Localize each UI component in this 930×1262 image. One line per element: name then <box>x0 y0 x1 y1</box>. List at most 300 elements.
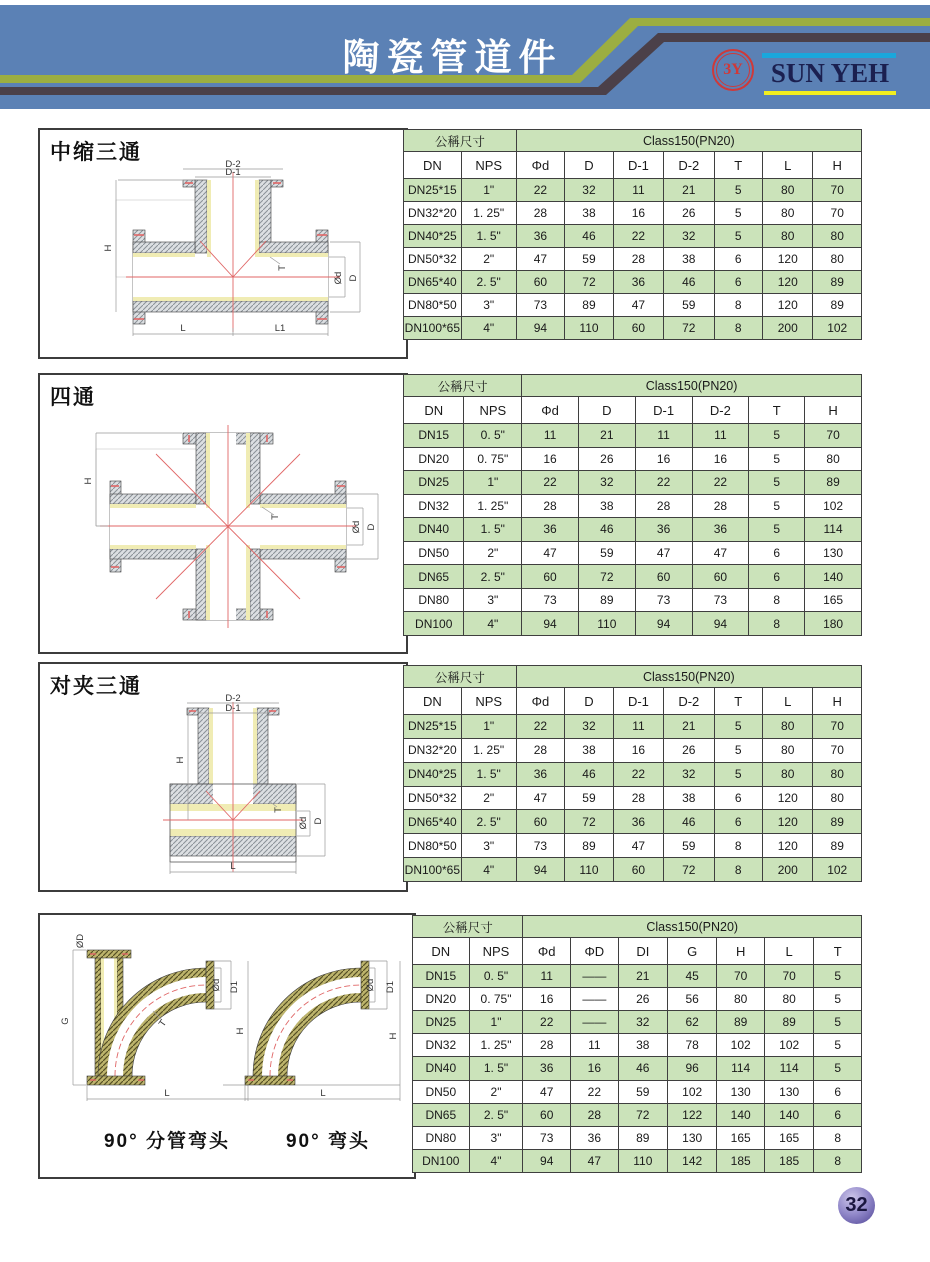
table-cell: 6 <box>814 1103 862 1126</box>
table-cell: 22 <box>613 762 663 786</box>
table-cell: 94 <box>692 612 749 636</box>
table-cell: 1. 25" <box>469 1034 523 1057</box>
dim-label-od-top: ØD <box>75 933 86 949</box>
table-cell: 21 <box>664 715 714 739</box>
table-cell: 80 <box>763 738 813 762</box>
table-cell: 59 <box>578 541 635 565</box>
table-cell: 28 <box>516 738 565 762</box>
table-cell: 11 <box>635 424 692 448</box>
table-cell: DN80 <box>413 1126 470 1149</box>
table-row <box>404 317 862 340</box>
table-cell: 32 <box>578 471 635 495</box>
table-cell: 5 <box>814 1057 862 1080</box>
column-header: D-1 <box>613 152 663 179</box>
logo-name: SUN YEH <box>770 58 890 88</box>
table-cell: DN100 <box>413 1149 470 1172</box>
dim-label-t: T <box>277 265 288 271</box>
table-cell: 5 <box>714 762 763 786</box>
table-cell: 60 <box>613 317 663 340</box>
table-cell: 16 <box>523 988 571 1011</box>
table-cell: 16 <box>522 447 579 471</box>
table-cell: 36 <box>613 810 663 834</box>
table-cell: 142 <box>668 1149 717 1172</box>
table-cell: 102 <box>805 494 862 518</box>
table-cell: 89 <box>565 834 614 858</box>
table-cell: 26 <box>618 988 667 1011</box>
table-cell: 36 <box>692 518 749 542</box>
table-cell: 73 <box>522 588 579 612</box>
table-cell: 120 <box>763 834 813 858</box>
table-cell: 1. 25" <box>461 202 516 225</box>
table-cell: 0. 5" <box>464 424 522 448</box>
table-cell: DN50 <box>413 1080 470 1103</box>
caption-branch-elbow: 90° 分管弯头 <box>103 1131 231 1152</box>
table-cell: 89 <box>565 294 614 317</box>
column-header: D <box>565 152 614 179</box>
table-cell: 8 <box>714 834 763 858</box>
table-row <box>404 424 862 448</box>
spec-table <box>412 915 862 1173</box>
table-row <box>404 179 862 202</box>
table-cell: 8 <box>814 1149 862 1172</box>
table-cell: 185 <box>717 1149 765 1172</box>
column-header: D-2 <box>692 397 749 424</box>
table-cell: 1. 5" <box>464 518 522 542</box>
table-cell: 120 <box>763 810 813 834</box>
table-row <box>413 1011 862 1034</box>
table-cell: 89 <box>813 810 862 834</box>
dim-label-d: D <box>366 523 377 531</box>
table-cell: 47 <box>635 541 692 565</box>
table-cell: 5 <box>714 202 763 225</box>
dim-label-l: L <box>230 861 236 872</box>
table-cell: 73 <box>516 294 565 317</box>
table-row <box>413 1057 862 1080</box>
column-header: T <box>814 938 862 965</box>
table-cell: DN80 <box>404 588 464 612</box>
table-cell: 28 <box>613 248 663 271</box>
table-cell: 46 <box>618 1057 667 1080</box>
column-header: D <box>578 397 635 424</box>
table-cell: 22 <box>635 471 692 495</box>
table-cell: DN32 <box>413 1034 470 1057</box>
table-cell: 1. 5" <box>461 762 516 786</box>
table-cell: 47 <box>516 248 565 271</box>
column-header: D-2 <box>664 688 714 715</box>
table-row <box>404 612 862 636</box>
table-cell: 6 <box>714 786 763 810</box>
table-cell: 60 <box>516 810 565 834</box>
table-cell: 28 <box>613 786 663 810</box>
table-cell: 11 <box>523 965 571 988</box>
group-header-nominal-size: 公稱尺寸 <box>404 130 517 152</box>
group-header-class: Class150(PN20) <box>522 375 862 397</box>
dim-label-t: T <box>156 1018 170 1030</box>
table-cell: 3" <box>461 834 516 858</box>
table-cell: 5 <box>814 988 862 1011</box>
table-cell: 11 <box>571 1034 619 1057</box>
column-header: T <box>714 152 763 179</box>
table-cell: 70 <box>813 202 862 225</box>
table-cell: DN100 <box>404 612 464 636</box>
table-cell: 2" <box>464 541 522 565</box>
table-row <box>404 447 862 471</box>
table-cell: 28 <box>523 1034 571 1057</box>
table-row <box>413 1103 862 1126</box>
logo-badge-icon <box>712 49 754 91</box>
table-cell: 89 <box>805 471 862 495</box>
table-cell: 22 <box>522 471 579 495</box>
table-row <box>404 565 862 589</box>
table-cell: 110 <box>565 858 614 882</box>
group-header-class: Class150(PN20) <box>516 130 861 152</box>
table-cell: DN100*65 <box>404 317 462 340</box>
column-header: H <box>805 397 862 424</box>
table-cell: 28 <box>635 494 692 518</box>
table-cell: DN20 <box>413 988 470 1011</box>
dim-label-l1: L1 <box>274 323 286 334</box>
table-cell: 22 <box>523 1011 571 1034</box>
section-wafer-tee <box>38 662 408 892</box>
table-cell: 80 <box>717 988 765 1011</box>
column-header: DN <box>413 938 470 965</box>
table-cell: 102 <box>764 1034 813 1057</box>
dim-label-h1: H <box>235 1027 246 1035</box>
table-cell: 130 <box>668 1126 717 1149</box>
table-cell: 36 <box>571 1126 619 1149</box>
table-cell: 80 <box>813 786 862 810</box>
table-cell: 46 <box>565 762 614 786</box>
table-cell: 59 <box>565 248 614 271</box>
table-cell: 5 <box>714 179 763 202</box>
table-cell: 38 <box>565 202 614 225</box>
table-cell: 16 <box>613 202 663 225</box>
group-header-nominal-size: 公稱尺寸 <box>404 666 517 688</box>
dim-label-h2: H <box>388 1032 399 1040</box>
column-header: DN <box>404 688 462 715</box>
column-header: L <box>763 152 813 179</box>
table-row <box>404 248 862 271</box>
table-row <box>413 1080 862 1103</box>
table-cell: 36 <box>516 762 565 786</box>
table-row <box>404 202 862 225</box>
table-cell: 94 <box>523 1149 571 1172</box>
dim-label-od2: Ød <box>365 978 376 992</box>
dim-label-g: G <box>60 1017 71 1025</box>
table-cell: 2. 5" <box>461 810 516 834</box>
table-cell: 59 <box>664 294 714 317</box>
table-row <box>404 715 862 739</box>
section-reducing-tee <box>38 128 408 359</box>
table-cell: —— <box>571 1011 619 1034</box>
table-cell: 3" <box>461 294 516 317</box>
table-row <box>404 541 862 565</box>
table-cell: 36 <box>613 271 663 294</box>
table-cell: 8 <box>714 294 763 317</box>
dim-label-h: H <box>103 244 114 252</box>
table-cell: 1" <box>461 715 516 739</box>
table-cell: 11 <box>613 179 663 202</box>
table-cell: DN25 <box>404 471 464 495</box>
table-cell: 122 <box>668 1103 717 1126</box>
table-row <box>413 1126 862 1149</box>
table-cell: 45 <box>668 965 717 988</box>
table-cell: 4" <box>461 317 516 340</box>
table-cell: 89 <box>717 1011 765 1034</box>
table-cell: 59 <box>565 786 614 810</box>
dim-label-h: H <box>175 756 186 764</box>
table-cell: 2. 5" <box>461 271 516 294</box>
dim-label-t: T <box>270 514 281 520</box>
caption-elbow: 90° 弯头 <box>285 1131 371 1152</box>
table-cell: 28 <box>692 494 749 518</box>
table-cell: DN25*15 <box>404 179 462 202</box>
table-cell: 8 <box>714 317 763 340</box>
table-cell: 0. 75" <box>469 988 523 1011</box>
table-cell: 46 <box>578 518 635 542</box>
table-cell: 80 <box>763 762 813 786</box>
table-cell: 78 <box>668 1034 717 1057</box>
table-cell: 4" <box>461 858 516 882</box>
table-cell: 80 <box>763 715 813 739</box>
table-cell: 5 <box>749 494 805 518</box>
table-cell: 59 <box>664 834 714 858</box>
table-cell: 60 <box>522 565 579 589</box>
table-cell: DN15 <box>404 424 464 448</box>
table-cell: 2. 5" <box>464 565 522 589</box>
table-cell: 32 <box>565 179 614 202</box>
table-cell: 28 <box>522 494 579 518</box>
table-cell: 70 <box>813 738 862 762</box>
table-cell: 94 <box>635 612 692 636</box>
column-header: Φd <box>522 397 579 424</box>
table-cell: —— <box>571 988 619 1011</box>
table-cell: DN32 <box>404 494 464 518</box>
table-cell: 200 <box>763 317 813 340</box>
table-cell: 80 <box>763 225 813 248</box>
table-cell: 70 <box>717 965 765 988</box>
section-cross <box>38 373 408 654</box>
table-cell: 36 <box>522 518 579 542</box>
table-cell: 80 <box>813 225 862 248</box>
table-cell: 32 <box>565 715 614 739</box>
table-cell: 46 <box>664 810 714 834</box>
table-cell: 6 <box>749 541 805 565</box>
logo-yellow-bar <box>764 91 896 95</box>
reducing-tee-table <box>403 129 862 340</box>
column-header: DN <box>404 397 464 424</box>
table-cell: 94 <box>516 317 565 340</box>
table-cell: DN100*65 <box>404 858 462 882</box>
table-cell: 60 <box>516 271 565 294</box>
table-cell: 56 <box>668 988 717 1011</box>
table-cell: 22 <box>692 471 749 495</box>
table-cell: 5 <box>714 225 763 248</box>
table-cell: 1. 5" <box>469 1057 523 1080</box>
table-cell: 1" <box>461 179 516 202</box>
table-cell: 1. 25" <box>464 494 522 518</box>
dim-label-d12: D1 <box>385 980 396 994</box>
dim-label-d: D <box>313 817 324 825</box>
table-cell: DN40 <box>404 518 464 542</box>
table-cell: 140 <box>764 1103 813 1126</box>
spec-table <box>403 374 862 636</box>
table-cell: 60 <box>523 1103 571 1126</box>
table-cell: DN50 <box>404 541 464 565</box>
table-cell: DN20 <box>404 447 464 471</box>
table-cell: 165 <box>717 1126 765 1149</box>
table-cell: DN50*32 <box>404 786 462 810</box>
logo-badge-text: 3Y <box>716 53 750 87</box>
cross-drawing <box>48 409 398 644</box>
table-cell: 11 <box>613 715 663 739</box>
table-cell: 102 <box>717 1034 765 1057</box>
table-cell: 47 <box>522 541 579 565</box>
table-cell: 0. 5" <box>469 965 523 988</box>
group-header-class: Class150(PN20) <box>516 666 861 688</box>
group-header-nominal-size: 公稱尺寸 <box>413 916 523 938</box>
table-cell: 70 <box>805 424 862 448</box>
cross-table <box>403 374 862 636</box>
dim-label-l: L <box>180 323 186 334</box>
table-row <box>404 810 862 834</box>
table-cell: 16 <box>692 447 749 471</box>
table-cell: 70 <box>764 965 813 988</box>
table-cell: DN65*40 <box>404 810 462 834</box>
table-cell: 1" <box>469 1011 523 1034</box>
column-header: NPS <box>464 397 522 424</box>
table-cell: 120 <box>763 248 813 271</box>
table-cell: 114 <box>717 1057 765 1080</box>
table-cell: 70 <box>813 715 862 739</box>
table-cell: 110 <box>578 612 635 636</box>
table-cell: 11 <box>522 424 579 448</box>
table-cell: DN40 <box>413 1057 470 1080</box>
table-cell: 38 <box>565 738 614 762</box>
column-header: NPS <box>461 152 516 179</box>
table-cell: 26 <box>664 202 714 225</box>
table-cell: 72 <box>618 1103 667 1126</box>
table-cell: 21 <box>664 179 714 202</box>
table-cell: 1. 25" <box>461 738 516 762</box>
table-cell: 36 <box>523 1057 571 1080</box>
table-cell: 5 <box>814 965 862 988</box>
table-cell: 72 <box>578 565 635 589</box>
table-cell: 46 <box>565 225 614 248</box>
column-header: DI <box>618 938 667 965</box>
table-cell: 11 <box>692 424 749 448</box>
dim-label-od: Ød <box>333 271 344 285</box>
dim-label-d1: D-1 <box>225 167 241 178</box>
dim-label-d11: D1 <box>229 980 240 994</box>
dim-label-od1: Ød <box>211 978 222 992</box>
table-cell: 2" <box>461 786 516 810</box>
table-cell: 140 <box>805 565 862 589</box>
table-cell: 47 <box>613 294 663 317</box>
table-cell: DN25*15 <box>404 715 462 739</box>
table-cell: 102 <box>813 317 862 340</box>
table-cell: 6 <box>714 248 763 271</box>
dim-label-l2: L <box>320 1088 326 1099</box>
table-cell: DN32*20 <box>404 738 462 762</box>
table-cell: 2. 5" <box>469 1103 523 1126</box>
column-header: DN <box>404 152 462 179</box>
table-cell: 8 <box>749 588 805 612</box>
table-row <box>404 588 862 612</box>
table-cell: 89 <box>813 834 862 858</box>
table-row <box>413 1149 862 1172</box>
table-cell: 165 <box>805 588 862 612</box>
dim-label-t: T <box>273 807 284 813</box>
table-cell: 73 <box>692 588 749 612</box>
table-cell: 47 <box>516 786 565 810</box>
table-cell: —— <box>571 965 619 988</box>
table-cell: 1. 5" <box>461 225 516 248</box>
table-cell: 28 <box>516 202 565 225</box>
table-cell: DN32*20 <box>404 202 462 225</box>
table-cell: 3" <box>469 1126 523 1149</box>
table-cell: DN40*25 <box>404 225 462 248</box>
table-cell: 47 <box>613 834 663 858</box>
table-cell: DN80*50 <box>404 294 462 317</box>
column-header: D-1 <box>635 397 692 424</box>
table-cell: 110 <box>618 1149 667 1172</box>
column-header: Φd <box>523 938 571 965</box>
section-title: 对夹三通 <box>50 675 142 698</box>
company-logo <box>710 45 910 101</box>
table-cell: 102 <box>668 1080 717 1103</box>
dim-label-d2: D-2 <box>225 694 241 704</box>
table-cell: 59 <box>618 1080 667 1103</box>
table-cell: 22 <box>516 715 565 739</box>
table-cell: 38 <box>664 786 714 810</box>
table-cell: 47 <box>571 1149 619 1172</box>
table-cell: 32 <box>618 1011 667 1034</box>
table-cell: 80 <box>813 762 862 786</box>
table-cell: 6 <box>714 271 763 294</box>
table-cell: 114 <box>764 1057 813 1080</box>
table-cell: 8 <box>714 858 763 882</box>
column-header: H <box>813 152 862 179</box>
table-cell: 130 <box>805 541 862 565</box>
table-row <box>404 471 862 495</box>
table-cell: 89 <box>578 588 635 612</box>
table-cell: 80 <box>764 988 813 1011</box>
column-header: D-2 <box>664 152 714 179</box>
table-cell: 28 <box>571 1103 619 1126</box>
column-header: ΦD <box>571 938 619 965</box>
table-cell: 60 <box>635 565 692 589</box>
table-cell: 96 <box>668 1057 717 1080</box>
table-row <box>413 988 862 1011</box>
table-cell: 4" <box>469 1149 523 1172</box>
table-cell: 114 <box>805 518 862 542</box>
table-cell: 94 <box>522 612 579 636</box>
table-row <box>404 762 862 786</box>
table-cell: 8 <box>814 1126 862 1149</box>
table-cell: 46 <box>664 271 714 294</box>
column-header: Φd <box>516 688 565 715</box>
table-cell: 73 <box>523 1126 571 1149</box>
table-cell: DN25 <box>413 1011 470 1034</box>
table-row <box>413 965 862 988</box>
table-cell: 26 <box>664 738 714 762</box>
table-row <box>404 786 862 810</box>
table-cell: 1" <box>464 471 522 495</box>
table-cell: 22 <box>613 225 663 248</box>
table-cell: DN65 <box>404 565 464 589</box>
elbows-drawing <box>43 921 409 1167</box>
